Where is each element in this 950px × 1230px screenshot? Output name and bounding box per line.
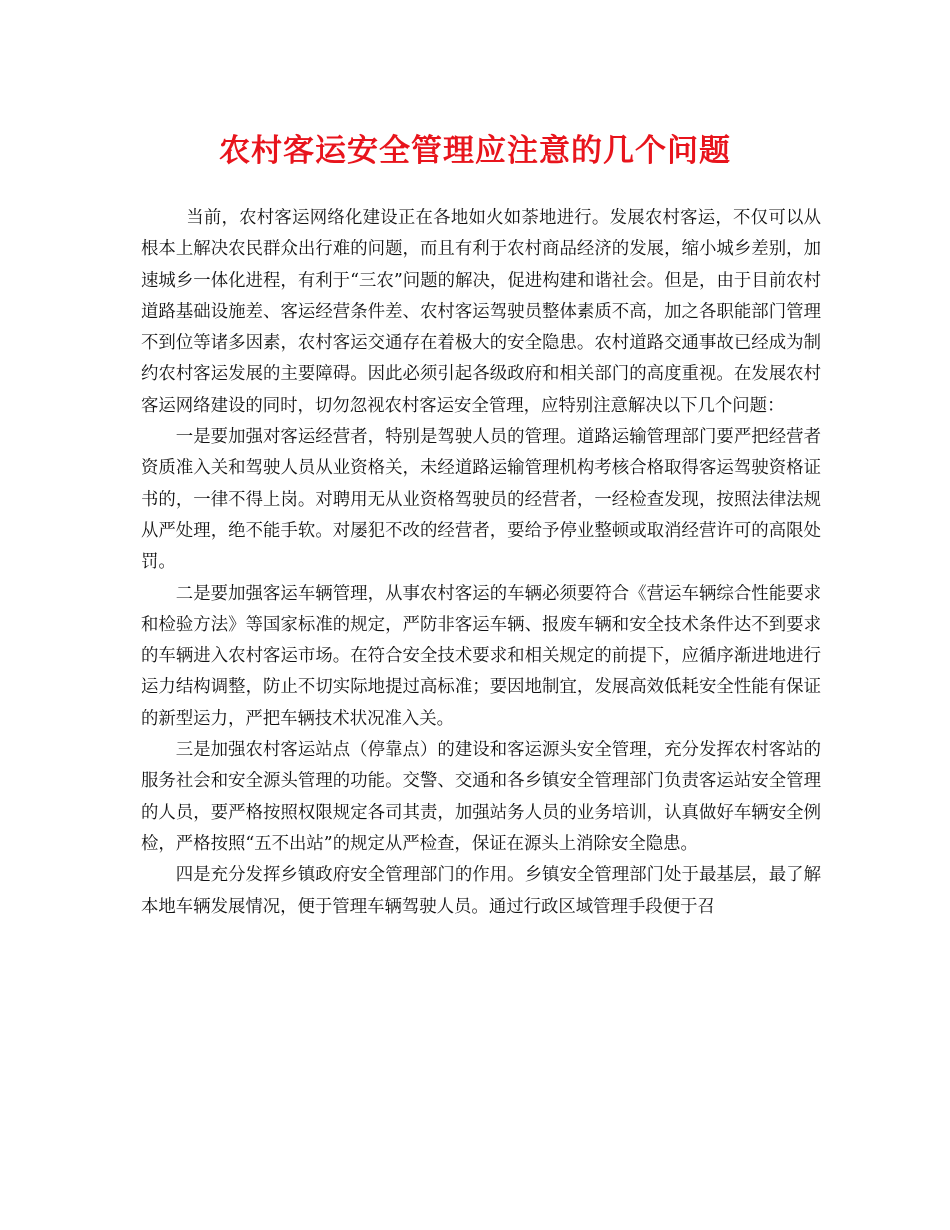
paragraph-point-1: 一是要加强对客运经营者，特别是驾驶人员的管理。道路运输管理部门要严把经营者资质准入关和驾驶人员从业资格关，未经道路运输管理机构考核合格取得客运驾驶资格证书的，一律不得上岗。对聘用无从业资格驾驶员的经营者，一经检查发现，按照法律法规从严处理，绝不能手软。对屡犯不改的经营者，要给予停业整顿或取消经营许可的高限处罚。	[141, 427, 821, 573]
paragraph-intro: 当前，农村客运网络化建设正在各地如火如荼地进行。发展农村客运，不仅可以从根本上解决农民群众出行难的问题，而且有利于农村商品经济的发展，缩小城乡差别，加速城乡一体化进程，有利于“三农”问题的解决，促进构建和谐社会。但是，由于目前农村道路基础设施差、客运经营条件差、农村客运驾驶员整体素质不高，加之各职能部门管理不到位等诸多因素，农村客运交通存在着极大的安全隐患。农村道路交通事故已经成为制约农村客运发展的主要障碍。因此必须引起各级政府和相关部门的高度重视。在发展农村客运网络建设的同时，切勿忽视农村客运安全管理，应特别注意解决以下几个问题：	[141, 208, 821, 416]
document-body	[141, 203, 821, 923]
paragraph-point-4: 四是充分发挥乡镇政府安全管理部门的作用。乡镇安全管理部门处于最基层，最了解本地车辆发展情况，便于管理车辆驾驶人员。通过行政区域管理手段便于召	[141, 865, 821, 917]
paragraph-point-2: 二是要加强客运车辆管理，从事农村客运的车辆必须要符合《营运车辆综合性能要求和检验方法》等国家标准的规定，严防非客运车辆、报废车辆和安全技术条件达不到要求的车辆进入农村客运市场。在符合安全技术要求和相关规定的前提下，应循序渐进地进行运力结构调整，防止不切实际地提过高标准；要因地制宜，发展高效低耗安全性能有保证的新型运力，严把车辆技术状况准入关。	[141, 583, 821, 729]
document-title: 农村客运安全管理应注意的几个问题	[219, 133, 731, 169]
paragraph-point-3: 三是加强农村客运站点（停靠点）的建设和客运源头安全管理，充分发挥农村客站的服务社会和安全源头管理的功能。交警、交通和各乡镇安全管理部门负责客运站安全管理的人员，要严格按照权限规定各司其责，加强站务人员的业务培训，认真做好车辆安全例检，严格按照“五不出站”的规定从严检查，保证在源头上消除安全隐患。	[141, 740, 821, 854]
